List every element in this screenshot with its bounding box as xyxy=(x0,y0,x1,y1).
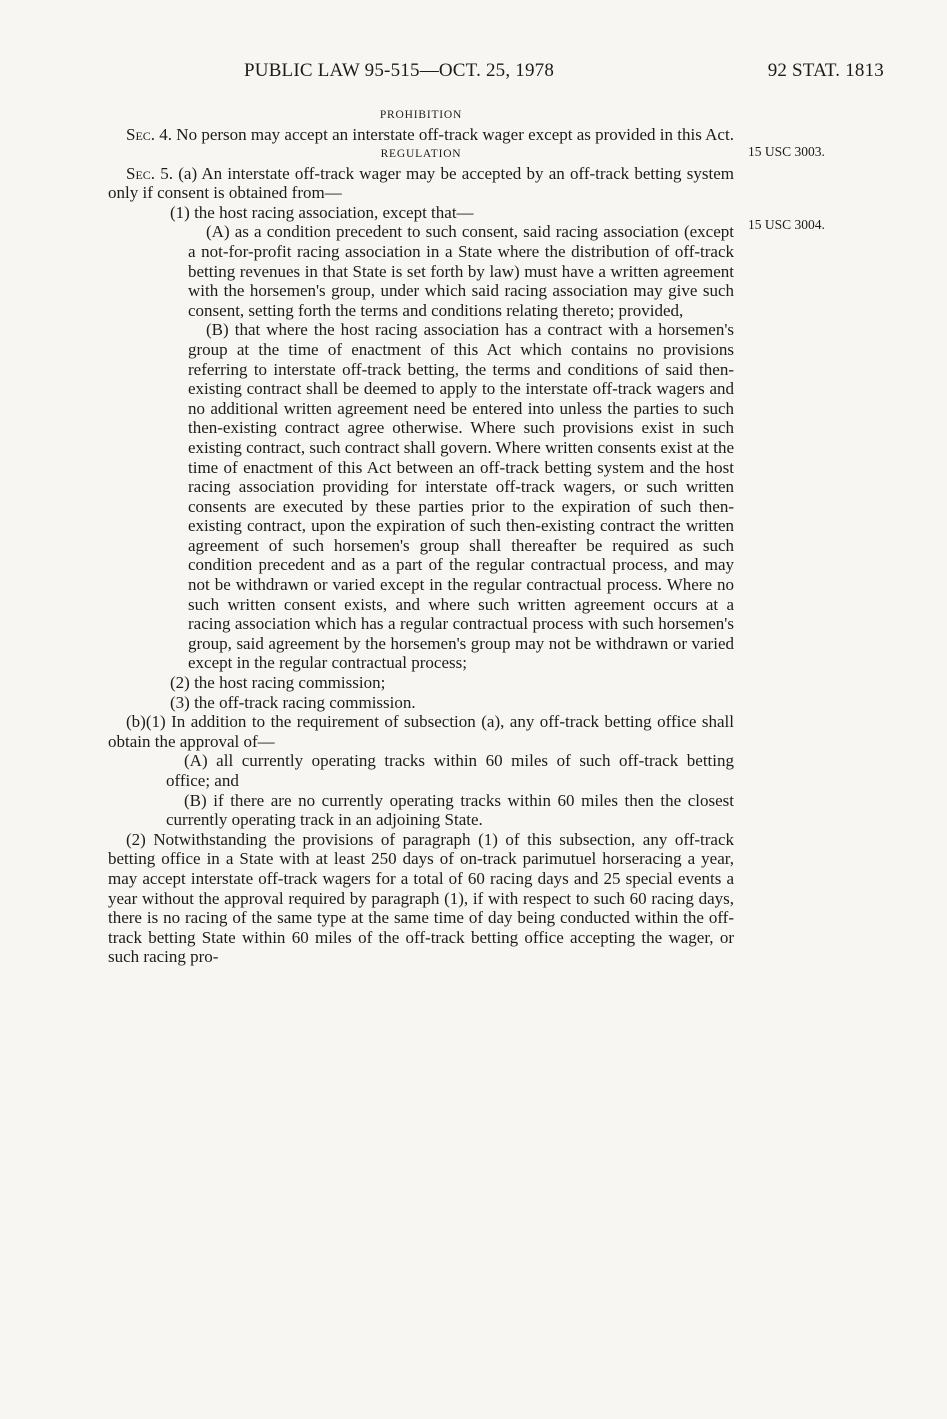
section-4-label: Sec. xyxy=(126,125,156,144)
section-5-label: Sec. xyxy=(126,163,156,183)
subsection-b-2: (2) Notwithstanding the provisions of paragraph (1) of this subsection, any off-track betting office in a State with at least 250 days of on-track parimutuel horseracing a year, may accept interstate off-track wagers for a total of 60 racing days and 25 special events a year without the approval required by paragraph (1), if with respect to such 60 racing days, there is no racing of the same type at the same time of day being conducted within the off-track betting State within 60 miles of the off-track betting office accepting the wager, or such racing pro- xyxy=(108,829,734,967)
statute-page-number: 92 STAT. 1813 xyxy=(767,60,884,81)
section-5-paragraph xyxy=(108,164,734,203)
document-body xyxy=(108,106,734,967)
prohibition-heading: PROHIBITION xyxy=(379,109,463,121)
subsection-b-1: (b)(1) In addition to the requirement of subsection (a), any off-track betting office shall obtain the approval of— xyxy=(108,712,734,751)
clause-a-1-B: (B) that where the host racing association has a contract with a horsemen's group at the time of enactment of this Act which contains no provisions referring to interstate off-track betting, the terms and conditions of said then-existing contract shall be deemed to apply to the interstate off-track wagers and no additional written agreement need be entered into unless the parties to such then-existing contract agree otherwise. Where such provisions exist in such existing contract, such contract shall govern. Where written consents exist at the time of enactment of this Act between an off-track betting system and the host racing association providing for interstate off-track wagers, or such written consents are executed by these parties prior to the expiration of such then-existing contract, upon the expiration of such then-existing contract the written agreement of such horsemen's group shall thereafter be required as such condition precedent and as a part of the regular contractual process, and may not be withdrawn or varied except in the regular contractual process. Where no such written consent exists, and where such written agreement occurs at a racing association which has a regular contractual process with such horsemen's group, said agreement by the horsemen's group may not be withdrawn or varied except in the regular contractual process; xyxy=(188,320,734,673)
law-title: PUBLIC LAW 95-515—OCT. 25, 1978 xyxy=(244,60,555,81)
clause-a-2: (2) the host racing commission; xyxy=(170,673,386,693)
clause-a-1: (1) the host racing association, except that— xyxy=(170,202,474,222)
section-5-text: 5. (a) An interstate off-track wager may be accepted by an off-track betting system only if consent is obtained from— xyxy=(108,163,734,203)
section-4-paragraph xyxy=(108,125,734,145)
section-4-text: 4. No person may accept an interstate off-track wager except as provided in this Act. xyxy=(155,125,734,144)
clause-b-1-B: (B) if there are no currently operating tracks within 60 miles then the closest currently operating track in an adjoining State. xyxy=(166,790,734,830)
clause-b-1-A: (A) all currently operating tracks within 60 miles of such off-track betting office; and xyxy=(166,751,734,790)
margin-citation-3004: 15 USC 3004. xyxy=(748,217,825,232)
page-header xyxy=(244,60,884,86)
regulation-heading: REGULATION xyxy=(380,147,462,160)
clause-a-3: (3) the off-track racing commission. xyxy=(170,692,416,712)
margin-citation-3003: 15 USC 3003. xyxy=(748,144,825,159)
clause-a-1-A: (A) as a condition precedent to such consent, said racing association (except a not-for-profit racing association in a State where the distribution of off-track betting revenues in that State is set forth by law) must have a written agreement with the horsemen's group, under which said racing association may give such consent, setting forth the terms and conditions relating thereto; provided, xyxy=(188,222,734,320)
